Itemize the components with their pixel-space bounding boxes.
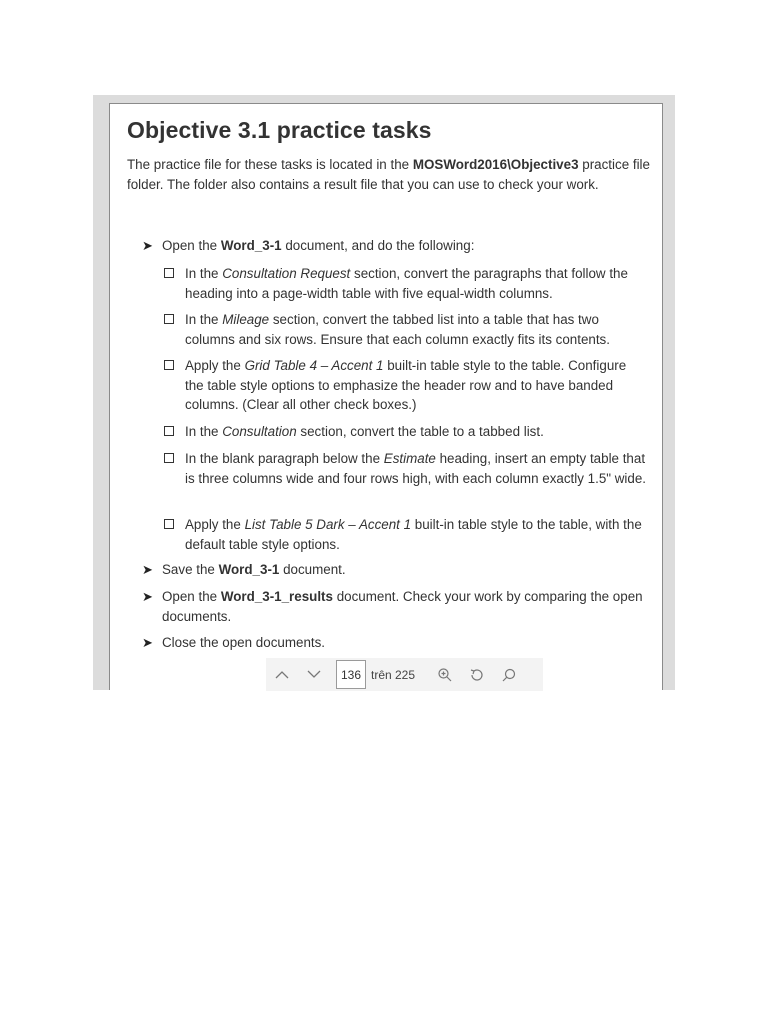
subtask-item: Apply the List Table 5 Dark – Accent 1 built-in table style to the table, with the default table style options. [164, 515, 647, 554]
search-icon [501, 667, 517, 683]
search-button[interactable] [493, 658, 525, 691]
checkbox-icon [164, 310, 185, 349]
chevron-up-icon [275, 670, 289, 679]
rotate-button[interactable] [461, 658, 493, 691]
rotate-icon [469, 667, 485, 683]
checkbox-icon [164, 356, 185, 415]
arrow-bullet-icon: ➤ [142, 589, 153, 604]
zoom-in-icon [437, 667, 453, 683]
page-total-label: trên 225 [371, 667, 416, 682]
arrow-bullet-icon: ➤ [142, 238, 153, 253]
task-bullet-compare: ➤ Open the Word_3-1_results document. Check your work by comparing the open documents. [142, 587, 652, 626]
subtask-item: In the Consultation Request section, convert the paragraphs that follow the heading into a page-width table with five equal-width columns. [164, 264, 647, 303]
zoom-in-button[interactable] [429, 658, 461, 691]
subtask-item: In the blank paragraph below the Estimate heading, insert an empty table that is three columns wide and four rows high, with each column exactly 1.5" wide. [164, 449, 647, 488]
subtask-item: In the Mileage section, convert the tabbed list into a table that has two columns and six rows. Ensure that each column exactly fits its contents. [164, 310, 647, 349]
checkbox-icon [164, 422, 185, 442]
intro-paragraph: The practice file for these tasks is located in the MOSWord2016\Objective3 practice file folder. The folder also contains a result file that you can use to check your work. [127, 157, 650, 192]
page-title: Objective 3.1 practice tasks [127, 117, 432, 143]
task-bullet-open: ➤ Open the Word_3-1 document, and do the following: [142, 236, 652, 256]
subtask-item: Apply the Grid Table 4 – Accent 1 built-in table style to the table. Configure the table style options to emphasize the header row and to have banded columns. (Clear all other check boxes.) [164, 356, 647, 415]
task-bullet-close: ➤ Close the open documents. [142, 633, 652, 653]
document-screenshot [93, 95, 675, 690]
next-page-button[interactable] [298, 658, 330, 691]
document-page [109, 103, 663, 690]
page-number-input[interactable]: 136 [336, 660, 366, 689]
arrow-bullet-icon: ➤ [142, 635, 153, 650]
subtask-item: In the Consultation section, convert the table to a tabbed list. [164, 422, 647, 442]
task-bullet-save: ➤ Save the Word_3-1 document. [142, 560, 652, 580]
checkbox-icon [164, 264, 185, 303]
chevron-down-icon [307, 670, 321, 679]
previous-page-button[interactable] [266, 658, 298, 691]
checkbox-icon [164, 449, 185, 488]
page-navigation-toolbar [266, 658, 543, 691]
checkbox-icon [164, 515, 185, 554]
arrow-bullet-icon: ➤ [142, 562, 153, 577]
